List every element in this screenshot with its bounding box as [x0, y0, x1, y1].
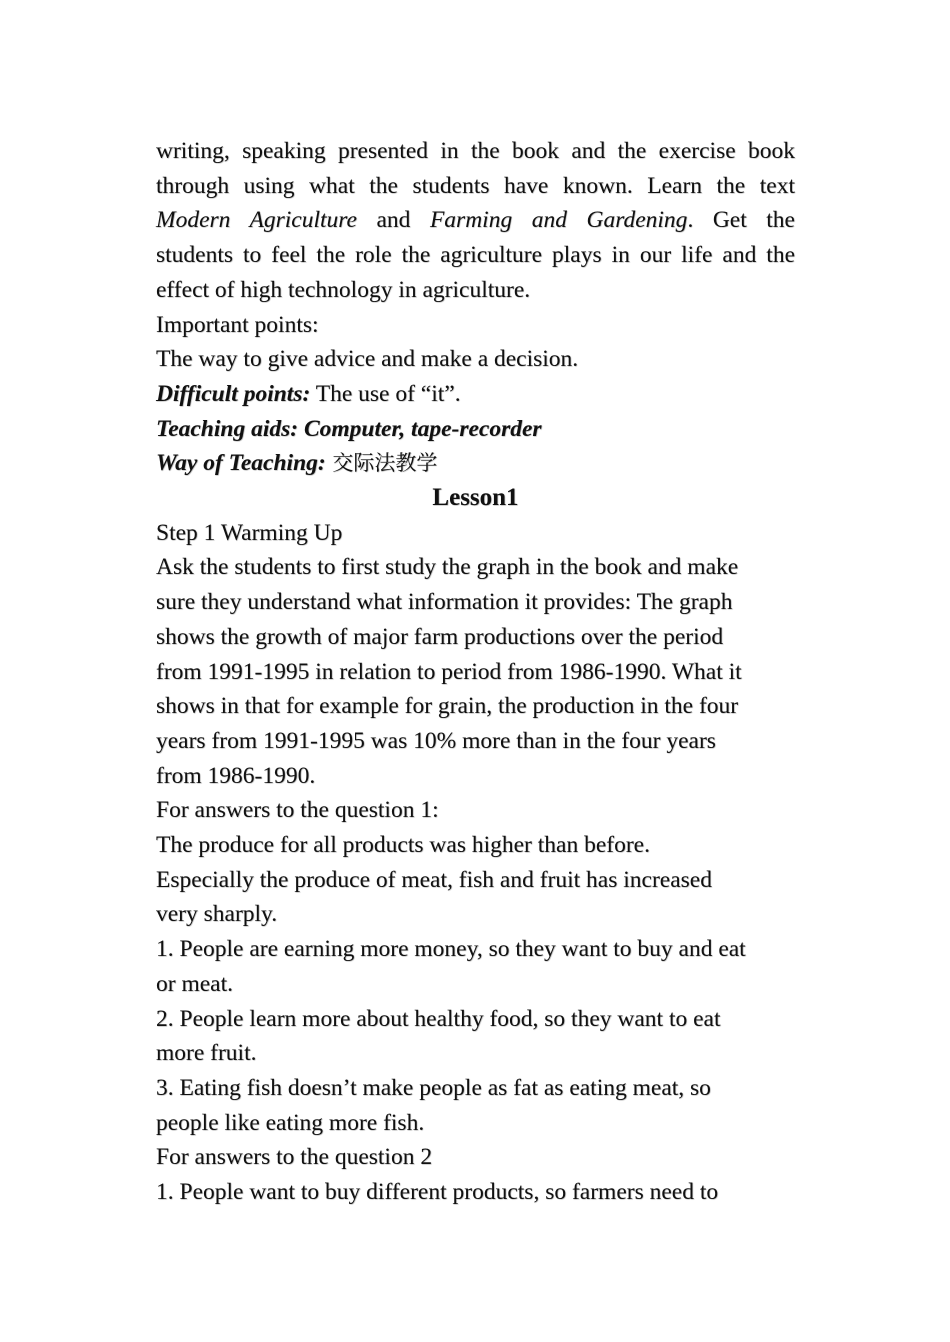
answer-line: more fruit.: [156, 1040, 257, 1067]
intro-line-3-rest: . Get the: [687, 207, 795, 234]
answer-line: very sharply.: [156, 901, 278, 928]
intro-line-2: through using what the students have known. Learn the text: [156, 172, 795, 199]
intro-line-1: writing, speaking presented in the book and the exercise book: [156, 138, 795, 164]
para-line: Ask the students to first study the graph in the book and make: [156, 554, 739, 581]
question-1-heading: For answers to the question 1:: [156, 797, 439, 824]
answer-line: 1. People are earning more money, so they want to buy and eat: [156, 936, 746, 963]
way-of-teaching-text: 交际法教学: [325, 451, 438, 476]
important-points-label: Important points:: [156, 311, 319, 338]
answer-line: people like eating more fish.: [156, 1109, 425, 1136]
difficult-points-label: Difficult points:: [156, 380, 311, 407]
difficult-points-text: The use of “it”.: [310, 380, 461, 407]
answer-line: The produce for all products was higher than before.: [156, 832, 650, 859]
intro-and: and: [356, 207, 430, 234]
para-line: sure they understand what information it provides: The graph: [156, 589, 733, 616]
difficult-points: [156, 377, 795, 412]
way-of-teaching-label: Way of Teaching:: [156, 450, 326, 477]
way-of-teaching: [156, 446, 795, 481]
para-line: shows the growth of major farm productions over the period: [156, 623, 724, 650]
book-title-farming-gardening: Farming and Gardening: [429, 207, 688, 234]
answer-line: 1. People want to buy different products, so farmers need to: [156, 1179, 719, 1206]
step-heading: Step 1 Warming Up: [156, 519, 343, 546]
intro-line-5: effect of high technology in agriculture.: [156, 276, 531, 303]
answer-line: or meat.: [156, 970, 233, 997]
para-line: shows in that for example for grain, the production in the four: [156, 693, 739, 720]
para-line: from 1991-1995 in relation to period from 1986-1990. What it: [156, 658, 742, 685]
answer-line: 2. People learn more about healthy food, so they want to eat: [156, 1005, 721, 1032]
document-page: [156, 134, 795, 1210]
teaching-aids: Teaching aids: Computer, tape-recorder: [156, 415, 542, 442]
question-2-heading: For answers to the question 2: [156, 1144, 433, 1171]
intro-line-3: [156, 203, 795, 238]
answer-line: Especially the produce of meat, fish and fruit has increased: [156, 866, 712, 893]
para-line: years from 1991-1995 was 10% more than in the four years: [156, 727, 716, 754]
lesson-title: Lesson1: [432, 484, 519, 512]
answer-line: 3. Eating fish doesn’t make people as fat as eating meat, so: [156, 1074, 711, 1101]
para-line: from 1986-1990.: [156, 762, 316, 789]
important-points-text: The way to give advice and make a decision.: [156, 346, 579, 373]
book-title-modern-agriculture: Modern Agriculture: [156, 207, 357, 234]
intro-line-4: students to feel the role the agriculture plays in our life and the: [156, 242, 795, 269]
